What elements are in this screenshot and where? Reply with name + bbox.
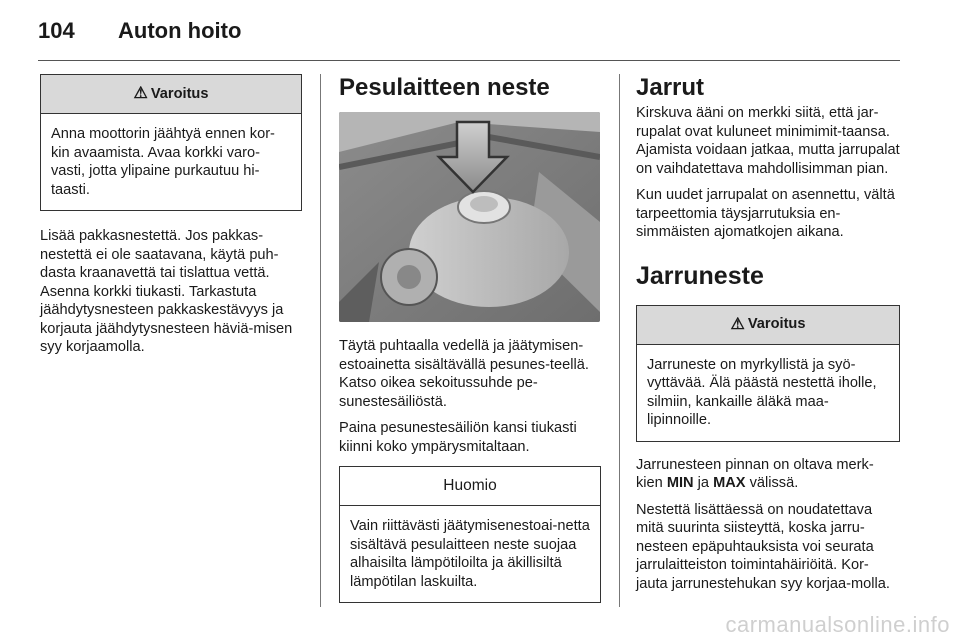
brake-fluid-paragraph-2: Nestettä lisättäessä on noudatettava mitä suurinta siisteyttä, koska jarru-nesteen epäpuhtauksista voi seurata jarrulaitteiston toimintahäiriöitä. Kor-jauta jarrunestehukan syy korjaa-molla.: [636, 501, 890, 592]
column-3: [636, 74, 900, 601]
brakes-paragraph-2: Kun uudet jarrupalat on asennettu, vältä tarpeettomia täysjarrutuksia en-simmäisten ajomatkojen aikana.: [636, 187, 895, 240]
warning-text: Anna moottorin jäähtyä ennen kor-kin avaamista. Avaa korkki varo-vasti, jotta ylipaine purkautuu hi-taasti.: [51, 126, 275, 198]
max-mark: MAX: [713, 475, 746, 491]
level-text-post: välissä.: [749, 475, 799, 491]
note-text: Vain riittävästi jäätymisenestoai-netta sisältävä pesulaitteen neste suojaa alhaisilta lämpötiloilta ja äkillisiltä lämpötilan laskuilta.: [350, 518, 590, 590]
washer-paragraph-1: Täytä puhtaalla vedellä ja jäätymisen-estoainetta sisältävällä pesunes-teellä. Katso oikea sekoitussuhde pe-sunestesäiliöstä.: [339, 338, 589, 410]
warning-title: Varoitus: [747, 316, 806, 333]
note-box: [339, 466, 601, 603]
coolant-paragraph: Lisää pakkasnestettä. Jos pakkas-nestettä ei ole saatavana, käytä puh-dasta kraanavettä tai tislattua vettä. Asenna korkki tiukasti. Tarkastuta jäähdytysnesteen pakkaskestävyys ja korjauta jäähdytysnesteen häviä-misen syy korjaamolla.: [40, 228, 293, 355]
page-number: 104: [38, 18, 75, 43]
header-title: Auton hoito: [118, 18, 242, 43]
warning-text: Jarruneste on myrkyllistä ja syö-vyttävää. Älä päästä nestettä iholle, silmiin, kankaille äläkä maa-lipinnoille.: [647, 356, 877, 428]
warning-triangle-icon: ⚠: [730, 315, 745, 333]
warning-triangle-icon: ⚠: [133, 85, 148, 102]
watermark: carmanualsonline.info: [725, 612, 950, 637]
level-text-pre: Jarrunesteen pinnan on oltava merk-kien: [636, 456, 874, 491]
brakes-heading: Jarrut: [636, 74, 705, 101]
warning-box-brake-fluid: [636, 305, 900, 442]
washer-reservoir-photo: [339, 112, 600, 322]
warning-header: [637, 306, 899, 345]
warning-box-coolant: [40, 74, 302, 211]
washer-reservoir-illustration: [339, 112, 600, 322]
brake-fluid-level-paragraph: [636, 456, 900, 493]
level-text-mid: ja: [697, 475, 710, 491]
column-2: [339, 74, 601, 603]
brakes-paragraph-1: Kirskuva ääni on merkki siitä, että jar-rupalat ovat kuluneet minimimit-taansa. Ajamista voidaan jatkaa, mutta jarrupalat on vaihdatettava mahdollisimman pian.: [636, 105, 900, 177]
warning-title: Varoitus: [150, 85, 209, 102]
column-1: [40, 74, 302, 365]
washer-paragraph-2: Paina pesunestesäiliön kansi tiukasti kiinni koko ympärysmitaltaan.: [339, 420, 577, 455]
column-divider-2: [619, 74, 620, 607]
warning-header: [41, 75, 301, 114]
column-divider-1: [320, 74, 321, 607]
brake-fluid-heading: Jarruneste: [636, 261, 764, 290]
header-rule: [38, 60, 900, 61]
min-mark: MIN: [666, 475, 694, 491]
note-title: Huomio: [340, 467, 600, 506]
washer-fluid-heading: Pesulaitteen neste: [339, 74, 550, 101]
